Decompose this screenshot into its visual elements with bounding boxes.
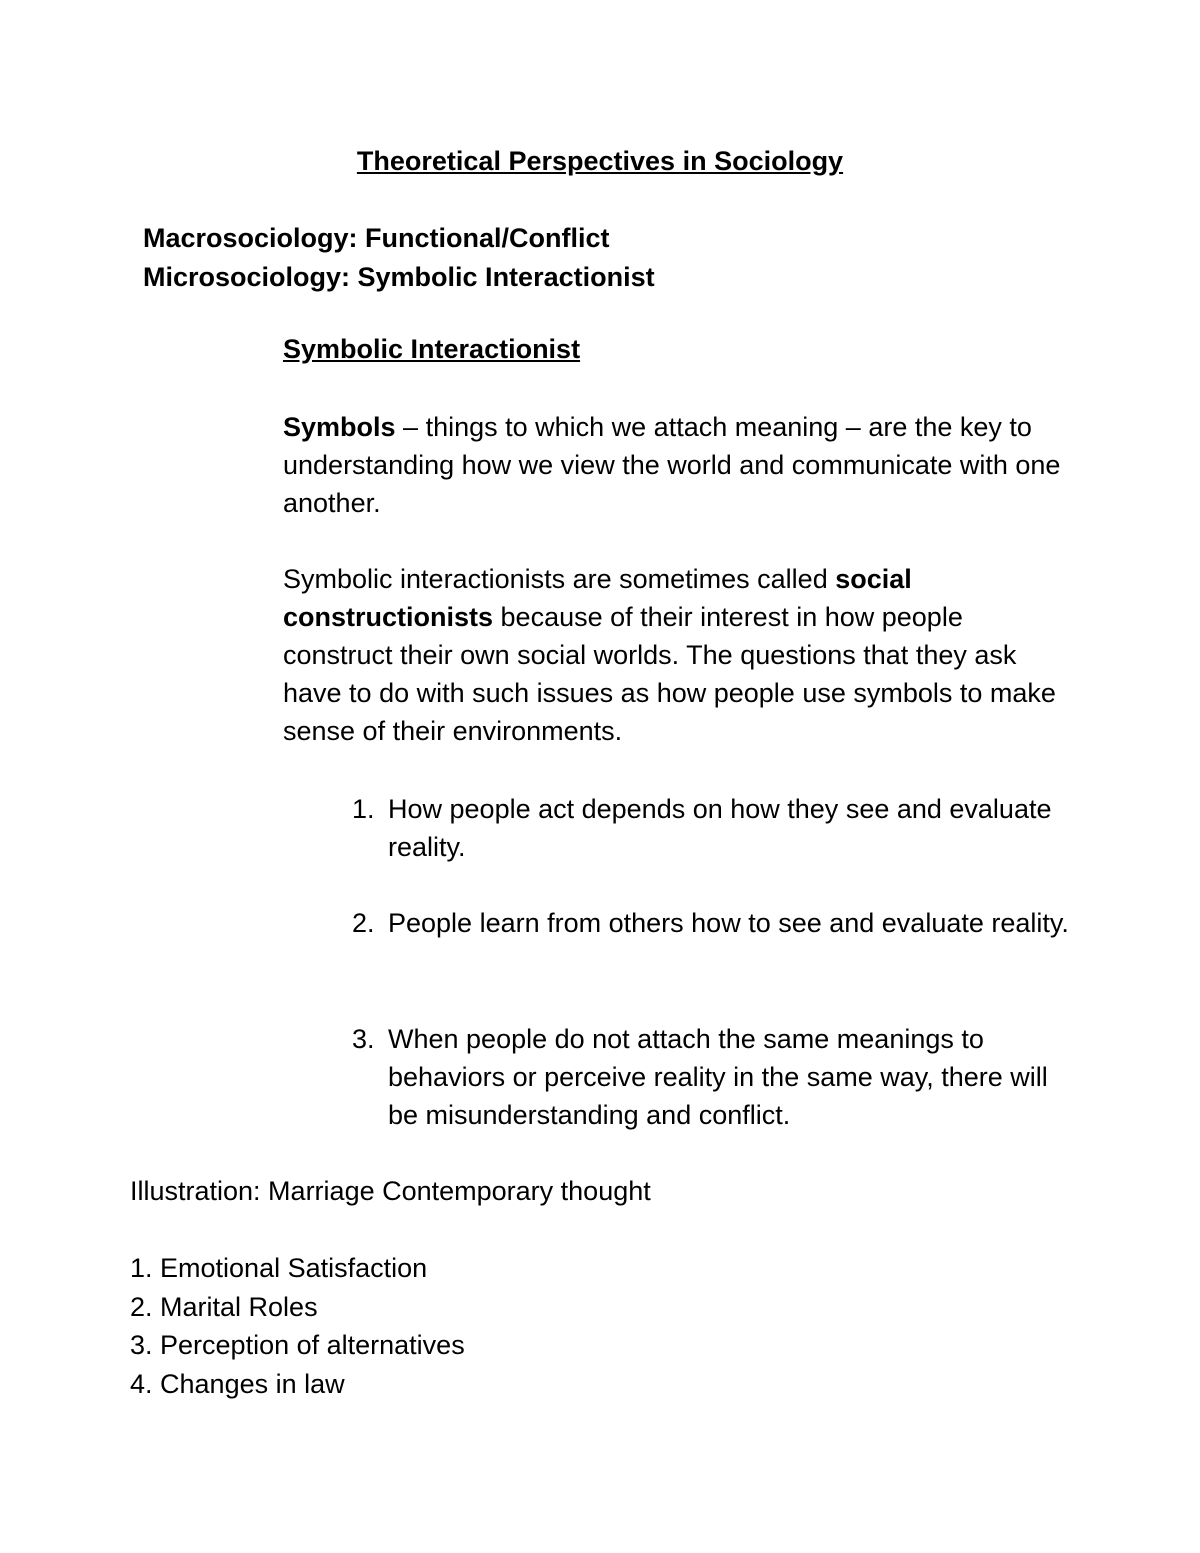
item-number: 3. <box>352 1024 375 1054</box>
item-text: When people do not attach the same meanings to behaviors or perceive reality in the same way, there will be misunderstanding and conflict. <box>388 1024 1048 1130</box>
item-number: 1. <box>352 794 375 824</box>
list-item: 3. Perception of alternatives <box>130 1330 465 1360</box>
symbols-definition: – things to which we attach meaning – are the key to understanding how we view the world and communicate with one another. <box>283 412 1061 518</box>
section-heading: Symbolic Interactionist <box>283 334 581 364</box>
list-item: 2. Marital Roles <box>130 1291 318 1322</box>
macrosociology-line: Macrosociology: Functional/Conflict <box>143 223 610 253</box>
symbols-paragraph <box>283 408 1063 522</box>
page-title: Theoretical Perspectives in Sociology <box>356 146 844 176</box>
symbols-term: Symbols <box>283 412 396 442</box>
numbered-item <box>352 1020 1072 1134</box>
numbered-item <box>352 790 1072 866</box>
illustration-list <box>130 1249 465 1403</box>
list-item: 4. Changes in law <box>130 1368 345 1399</box>
microsociology-line: Microsociology: Symbolic Interactionist <box>143 262 655 292</box>
list-item: 1. Emotional Satisfaction <box>130 1253 428 1283</box>
paragraph-intro: Symbolic interactionists are sometimes called <box>283 564 836 594</box>
constructionists-paragraph <box>283 560 1063 750</box>
paragraph-body: because of their interest in how people construct their own social worlds. The questions that they ask have to do with such issues as how people use symbols to make sense of their environments. <box>283 602 1056 746</box>
social-constructionists-term: social constructionists <box>283 564 912 632</box>
item-number: 2. <box>352 908 375 938</box>
numbered-item <box>352 904 1072 942</box>
item-text: How people act depends on how they see and evaluate reality. <box>388 794 1052 862</box>
item-text: People learn from others how to see and evaluate reality. <box>388 908 1069 938</box>
illustration-heading: Illustration: Marriage Contemporary thought <box>130 1176 651 1206</box>
